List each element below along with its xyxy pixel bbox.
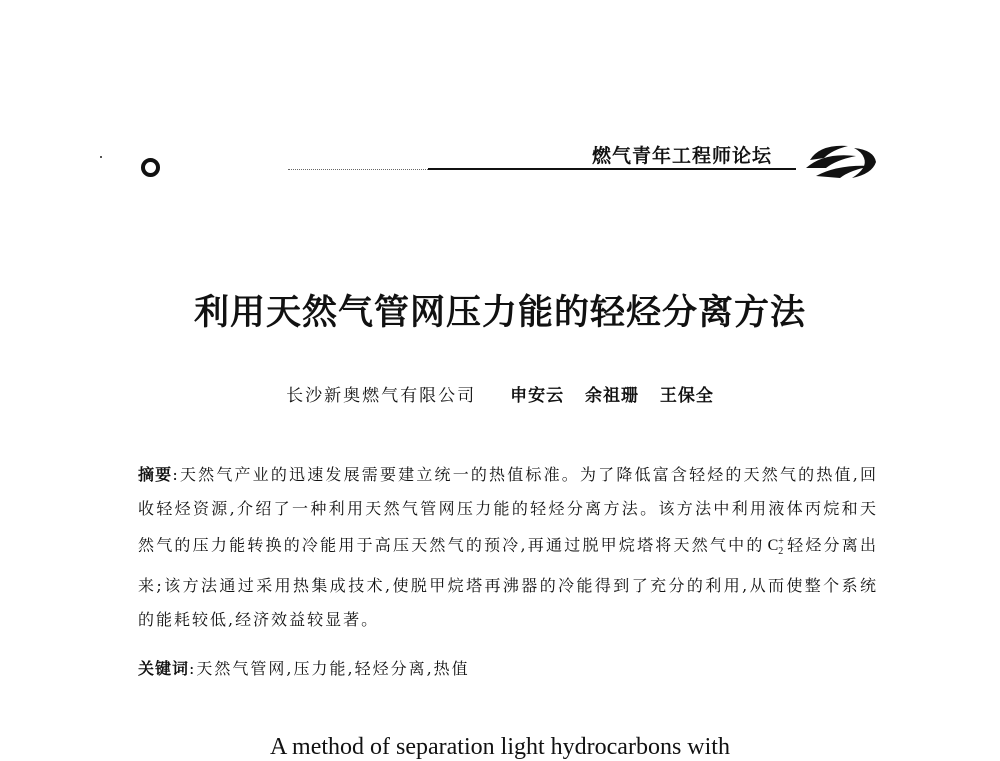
- abstract: [138, 458, 878, 636]
- keywords-label: 关键词: [138, 659, 190, 678]
- scan-speck: [100, 156, 102, 158]
- english-title: A method of separation light hydrocarbons with: [270, 734, 730, 760]
- authors: 申安云 余祖珊 王保全: [510, 386, 714, 406]
- header-dotted-rule: [288, 169, 428, 170]
- article-title: 利用天然气管网压力能的轻烃分离方法: [193, 292, 806, 333]
- affiliation: 长沙新奥燃气有限公司: [286, 386, 477, 406]
- abstract-text-part2: 轻烃分离出来;该方法通过采用热集成技术,使脱甲烷塔再沸器的冷能得到了充分的利用,从而使整个系统的能耗较低,经济效益较显著。: [138, 535, 878, 629]
- byline: [0, 381, 1000, 406]
- abstract-label: 摘要: [138, 465, 173, 484]
- abstract-formula: $C_2^+$: [767, 536, 784, 558]
- abstract-separator: :: [172, 465, 180, 484]
- forum-title: 燃气青年工程师论坛: [592, 145, 773, 167]
- keywords: [138, 656, 470, 679]
- header-rule: [428, 168, 796, 170]
- keywords-text: 天然气管网,压力能,轻烃分离,热值: [196, 659, 470, 678]
- header-bullet-icon: [141, 158, 160, 177]
- forum-logo-icon: [802, 138, 880, 182]
- abstract-text-part1: 天然气产业的迅速发展需要建立统一的热值标准。为了降低富含轻烃的天然气的热值,回收轻烃资源,介绍了一种利用天然气管网压力能的轻烃分离方法。该方法中利用液体丙烷和天然气的压力能转换的冷能用于高压天然气的预冷,再通过脱甲烷塔将天然气中的: [138, 465, 878, 555]
- keywords-separator: :: [189, 659, 197, 678]
